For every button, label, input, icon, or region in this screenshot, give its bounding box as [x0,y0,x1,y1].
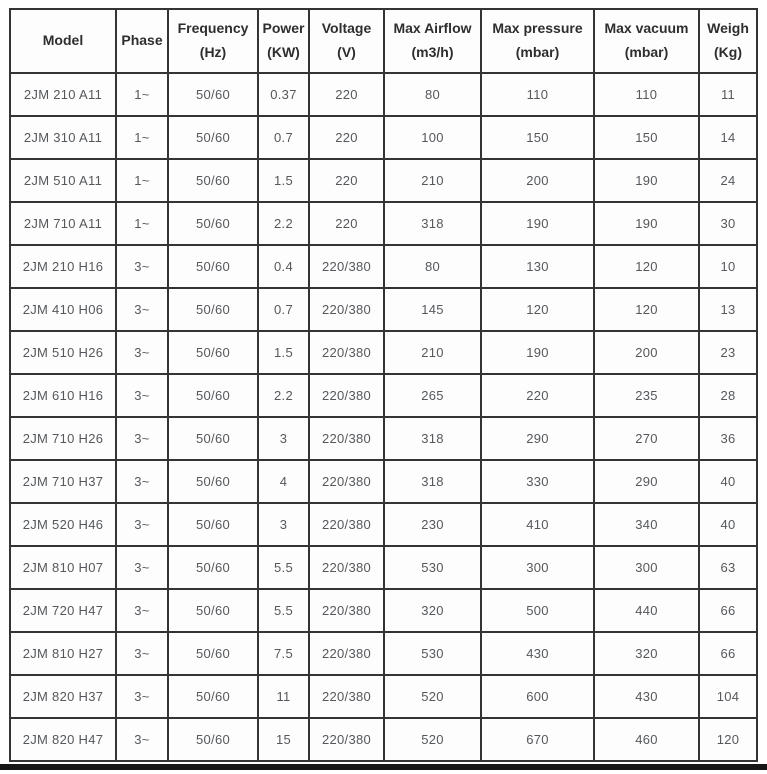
cell-model: 2JM 810 H07 [10,546,116,589]
cell-max-airflow: 520 [384,675,481,718]
cell-power: 2.2 [258,374,309,417]
column-header-label: Phase [121,32,163,49]
cell-voltage: 220/380 [309,675,384,718]
cell-frequency: 50/60 [168,288,258,331]
cell-frequency: 50/60 [168,245,258,288]
cell-max-vacuum: 120 [594,288,699,331]
cell-model: 2JM 710 A11 [10,202,116,245]
cell-weight: 10 [699,245,757,288]
cell-voltage: 220/380 [309,374,384,417]
cell-voltage: 220/380 [309,546,384,589]
cell-max-pressure: 220 [481,374,594,417]
column-header-label: Max vacuum [604,20,689,37]
cell-max-pressure: 410 [481,503,594,546]
cell-frequency: 50/60 [168,546,258,589]
column-header-weight [699,9,757,73]
column-header-unit: (KW) [267,44,300,60]
cell-max-airflow: 318 [384,417,481,460]
table-row [10,245,757,288]
column-header-unit: (Kg) [714,44,742,60]
cell-max-pressure: 130 [481,245,594,288]
cell-weight: 104 [699,675,757,718]
cell-max-airflow: 530 [384,632,481,675]
cell-frequency: 50/60 [168,718,258,761]
cell-weight: 63 [699,546,757,589]
cell-max-vacuum: 460 [594,718,699,761]
cell-max-pressure: 290 [481,417,594,460]
cell-weight: 66 [699,589,757,632]
column-header-phase [116,9,168,73]
cell-model: 2JM 710 H26 [10,417,116,460]
cell-phase: 3~ [116,675,168,718]
cell-power: 2.2 [258,202,309,245]
cell-voltage: 220/380 [309,632,384,675]
table-row [10,116,757,159]
cell-phase: 3~ [116,632,168,675]
bottom-divider [0,764,767,770]
column-header-unit: (V) [337,44,356,60]
column-header-label: Model [42,32,84,49]
cell-max-vacuum: 430 [594,675,699,718]
cell-voltage: 220/380 [309,417,384,460]
table-row [10,675,757,718]
cell-voltage: 220/380 [309,589,384,632]
cell-weight: 30 [699,202,757,245]
cell-model: 2JM 520 H46 [10,503,116,546]
cell-phase: 3~ [116,374,168,417]
product-spec-table [9,8,758,762]
column-header-max-airflow [384,9,481,73]
cell-max-airflow: 320 [384,589,481,632]
table-row [10,632,757,675]
cell-weight: 40 [699,460,757,503]
cell-max-pressure: 110 [481,73,594,116]
cell-max-pressure: 200 [481,159,594,202]
cell-voltage: 220 [309,73,384,116]
column-header-unit: (Hz) [199,44,227,60]
cell-max-vacuum: 340 [594,503,699,546]
column-header-unit: (m3/h) [411,44,454,60]
column-header-label: Frequency [177,20,249,37]
cell-phase: 3~ [116,718,168,761]
cell-phase: 1~ [116,116,168,159]
table-row [10,546,757,589]
cell-max-vacuum: 290 [594,460,699,503]
cell-voltage: 220/380 [309,460,384,503]
cell-frequency: 50/60 [168,116,258,159]
table-row [10,73,757,116]
table-row [10,417,757,460]
table-row [10,159,757,202]
cell-power: 0.4 [258,245,309,288]
cell-power: 5.5 [258,589,309,632]
cell-model: 2JM 720 H47 [10,589,116,632]
column-header-label: Max pressure [492,20,583,37]
column-header-frequency [168,9,258,73]
cell-weight: 14 [699,116,757,159]
cell-max-airflow: 80 [384,73,481,116]
cell-max-vacuum: 190 [594,159,699,202]
column-header-unit: (mbar) [515,44,560,60]
cell-phase: 3~ [116,589,168,632]
cell-max-airflow: 318 [384,202,481,245]
cell-weight: 13 [699,288,757,331]
table-row [10,331,757,374]
cell-frequency: 50/60 [168,202,258,245]
cell-phase: 3~ [116,460,168,503]
cell-max-pressure: 300 [481,546,594,589]
column-header-label: Voltage [321,20,372,37]
cell-weight: 120 [699,718,757,761]
cell-voltage: 220/380 [309,331,384,374]
cell-model: 2JM 210 H16 [10,245,116,288]
cell-power: 1.5 [258,331,309,374]
cell-max-airflow: 230 [384,503,481,546]
cell-max-vacuum: 110 [594,73,699,116]
cell-phase: 3~ [116,288,168,331]
cell-model: 2JM 610 H16 [10,374,116,417]
table-row [10,202,757,245]
cell-frequency: 50/60 [168,632,258,675]
cell-frequency: 50/60 [168,417,258,460]
column-header-label: Power [262,20,305,37]
cell-power: 0.7 [258,288,309,331]
table-header-row [10,9,757,73]
cell-max-pressure: 120 [481,288,594,331]
cell-max-pressure: 430 [481,632,594,675]
cell-phase: 1~ [116,159,168,202]
column-header-model [10,9,116,73]
cell-max-airflow: 318 [384,460,481,503]
cell-voltage: 220 [309,159,384,202]
cell-max-vacuum: 300 [594,546,699,589]
cell-power: 4 [258,460,309,503]
cell-weight: 66 [699,632,757,675]
cell-phase: 3~ [116,331,168,374]
cell-weight: 11 [699,73,757,116]
cell-weight: 36 [699,417,757,460]
cell-max-pressure: 330 [481,460,594,503]
column-header-label: Weigh [707,20,749,37]
cell-power: 7.5 [258,632,309,675]
cell-max-airflow: 210 [384,331,481,374]
cell-phase: 3~ [116,417,168,460]
cell-phase: 3~ [116,245,168,288]
cell-model: 2JM 710 H37 [10,460,116,503]
cell-max-vacuum: 440 [594,589,699,632]
cell-model: 2JM 510 H26 [10,331,116,374]
cell-frequency: 50/60 [168,675,258,718]
cell-power: 0.37 [258,73,309,116]
cell-model: 2JM 810 H27 [10,632,116,675]
table-row [10,288,757,331]
cell-max-pressure: 500 [481,589,594,632]
cell-frequency: 50/60 [168,159,258,202]
cell-voltage: 220/380 [309,288,384,331]
cell-model: 2JM 820 H47 [10,718,116,761]
cell-voltage: 220/380 [309,503,384,546]
cell-model: 2JM 210 A11 [10,73,116,116]
cell-power: 15 [258,718,309,761]
cell-max-airflow: 100 [384,116,481,159]
cell-max-vacuum: 235 [594,374,699,417]
column-header-unit: (mbar) [624,44,669,60]
column-header-max-vacuum [594,9,699,73]
cell-weight: 23 [699,331,757,374]
cell-model: 2JM 510 A11 [10,159,116,202]
table-row [10,503,757,546]
cell-max-vacuum: 270 [594,417,699,460]
cell-max-vacuum: 150 [594,116,699,159]
table-row [10,460,757,503]
cell-frequency: 50/60 [168,331,258,374]
cell-voltage: 220 [309,202,384,245]
table-row [10,374,757,417]
cell-max-airflow: 145 [384,288,481,331]
cell-power: 11 [258,675,309,718]
cell-max-airflow: 530 [384,546,481,589]
cell-model: 2JM 820 H37 [10,675,116,718]
cell-max-vacuum: 120 [594,245,699,288]
cell-weight: 24 [699,159,757,202]
cell-max-pressure: 190 [481,202,594,245]
column-header-power [258,9,309,73]
cell-power: 1.5 [258,159,309,202]
cell-phase: 1~ [116,202,168,245]
column-header-max-pressure [481,9,594,73]
cell-max-vacuum: 200 [594,331,699,374]
cell-max-vacuum: 190 [594,202,699,245]
cell-max-airflow: 520 [384,718,481,761]
cell-voltage: 220/380 [309,245,384,288]
cell-max-pressure: 670 [481,718,594,761]
cell-frequency: 50/60 [168,589,258,632]
cell-power: 5.5 [258,546,309,589]
cell-max-airflow: 210 [384,159,481,202]
cell-max-pressure: 600 [481,675,594,718]
cell-max-airflow: 80 [384,245,481,288]
cell-power: 3 [258,417,309,460]
cell-power: 3 [258,503,309,546]
cell-max-pressure: 190 [481,331,594,374]
cell-frequency: 50/60 [168,503,258,546]
cell-phase: 1~ [116,73,168,116]
cell-weight: 40 [699,503,757,546]
cell-max-airflow: 265 [384,374,481,417]
column-header-voltage [309,9,384,73]
column-header-label: Max Airflow [393,20,472,37]
cell-frequency: 50/60 [168,460,258,503]
cell-weight: 28 [699,374,757,417]
table-row [10,718,757,761]
cell-power: 0.7 [258,116,309,159]
cell-voltage: 220 [309,116,384,159]
cell-frequency: 50/60 [168,73,258,116]
cell-model: 2JM 310 A11 [10,116,116,159]
cell-max-pressure: 150 [481,116,594,159]
cell-phase: 3~ [116,503,168,546]
cell-frequency: 50/60 [168,374,258,417]
cell-phase: 3~ [116,546,168,589]
cell-model: 2JM 410 H06 [10,288,116,331]
cell-voltage: 220/380 [309,718,384,761]
table-row [10,589,757,632]
cell-max-vacuum: 320 [594,632,699,675]
